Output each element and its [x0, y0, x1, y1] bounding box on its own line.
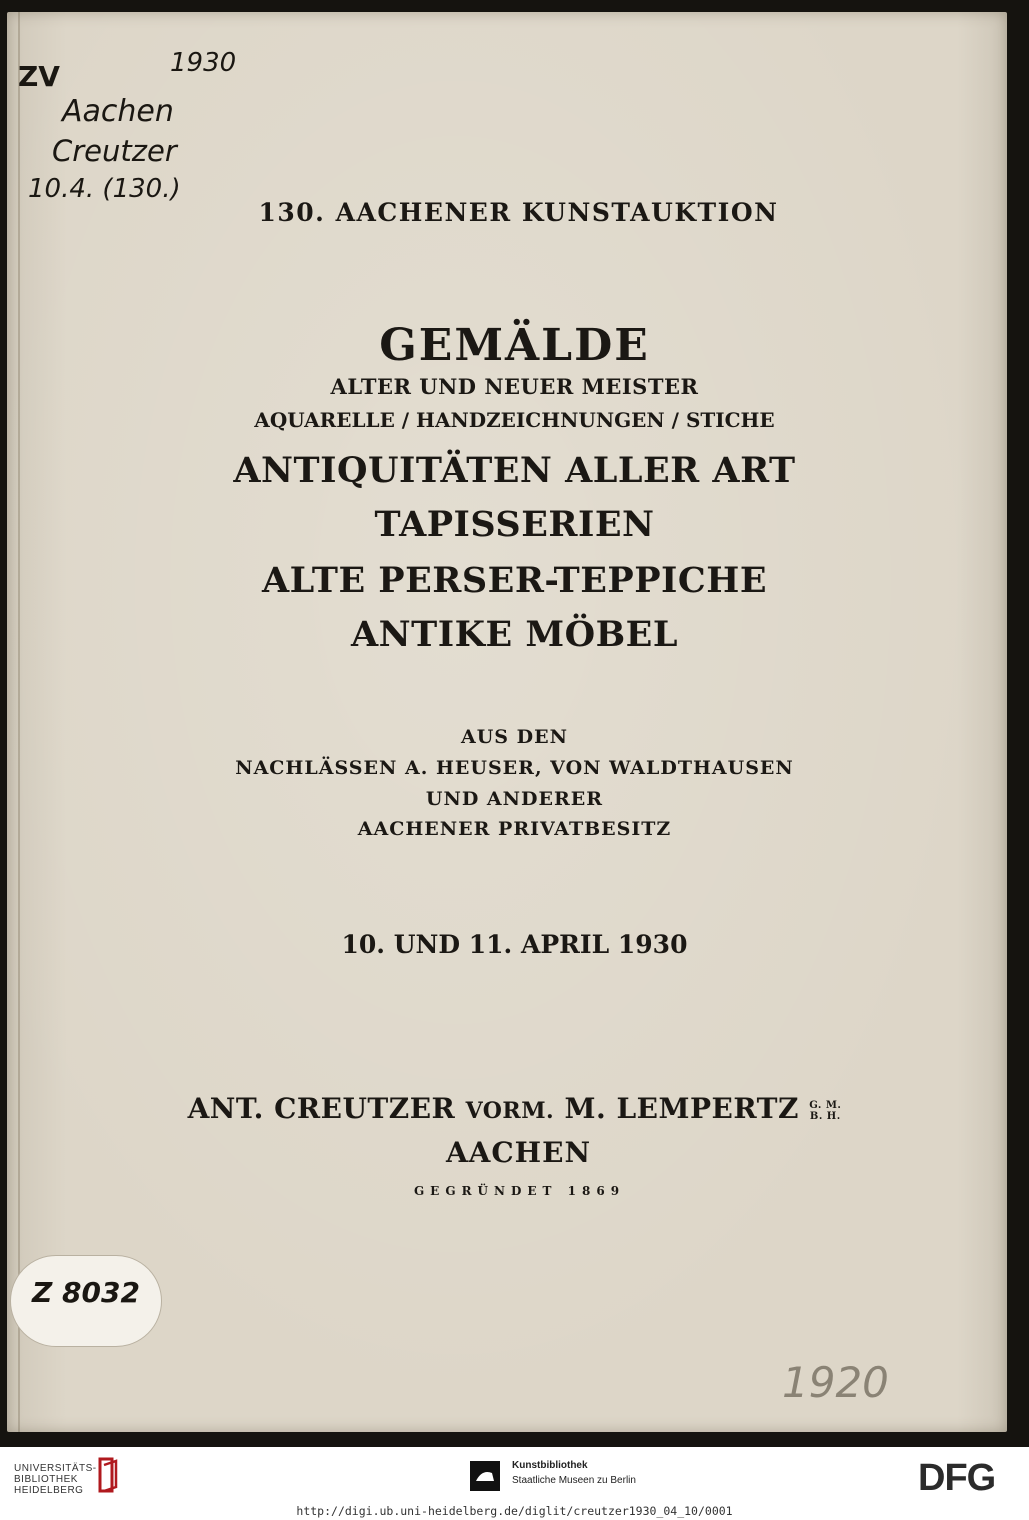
kb-title: Kunstbibliothek	[512, 1460, 588, 1471]
firm-founded: GEGRÜNDET 1869	[413, 1184, 626, 1198]
source-line-3: UND ANDERER	[425, 788, 604, 810]
firm-name-part-2: M. LEMPERTZ	[564, 1092, 799, 1125]
firm-suffix-gm: G. M.	[809, 1099, 842, 1111]
permalink-url[interactable]: http://digi.ub.uni-heidelberg.de/diglit/creutzer1930_04_10/0001	[296, 1504, 733, 1518]
dfg-logo[interactable]: DFG	[918, 1457, 996, 1499]
pencil-note: 1920	[782, 1358, 889, 1407]
cover-title: GEMÄLDE	[379, 320, 650, 371]
kunstbibliothek-logo-icon	[470, 1461, 500, 1491]
handwritten-year: 1930	[170, 48, 237, 78]
firm-name-part-1: ANT. CREUTZER	[187, 1092, 456, 1125]
auction-date: 10. UND 11. APRIL 1930	[341, 930, 688, 959]
ub-logo-line-2: BIBLIOTHEK	[14, 1474, 78, 1485]
kb-subtitle: Staatliche Museen zu Berlin	[512, 1475, 636, 1486]
source-line-2: NACHLÄSSEN A. HEUSER, VON WALDTHAUSEN	[235, 757, 794, 779]
source-line-4: AACHENER PRIVATBESITZ	[357, 818, 672, 840]
source-line-1: AUS DEN	[461, 726, 568, 748]
call-mark: ZV	[18, 60, 60, 93]
ub-emblem-icon	[98, 1457, 120, 1493]
cover-line-6: ANTIKE MÖBEL	[351, 614, 678, 655]
auction-house	[0, 1092, 1029, 1125]
firm-vorm: VORM.	[465, 1098, 555, 1124]
stamp-number: Z 8032	[32, 1276, 140, 1309]
ub-logo-line-3: HEIDELBERG	[14, 1485, 84, 1496]
cover-line-3: ANTIQUITÄTEN ALLER ART	[233, 450, 796, 491]
handwritten-house: Creutzer	[52, 134, 177, 168]
cover-line-2: AQUARELLE / HANDZEICHNUNGEN / STICHE	[254, 408, 775, 432]
firm-city: AACHEN	[445, 1136, 592, 1169]
firm-suffix	[809, 1100, 841, 1122]
kunstbibliothek-text[interactable]	[512, 1458, 636, 1488]
handwritten-date-number: 10.4. (130.)	[28, 174, 181, 204]
cover-line-4: TAPISSERIEN	[374, 504, 655, 545]
ub-logo-line-1: UNIVERSITÄTS-	[14, 1463, 97, 1474]
auction-heading: 130. AACHENER KUNSTAUKTION	[258, 198, 779, 227]
firm-suffix-bh: B. H.	[809, 1110, 841, 1122]
ub-heidelberg-logo[interactable]	[14, 1463, 97, 1496]
viewer-footer	[0, 1447, 1029, 1520]
cover-line-5: ALTE PERSER-TEPPICHE	[261, 560, 767, 601]
cover-line-1: ALTER UND NEUER MEISTER	[330, 374, 699, 399]
handwritten-city: Aachen	[62, 94, 174, 129]
